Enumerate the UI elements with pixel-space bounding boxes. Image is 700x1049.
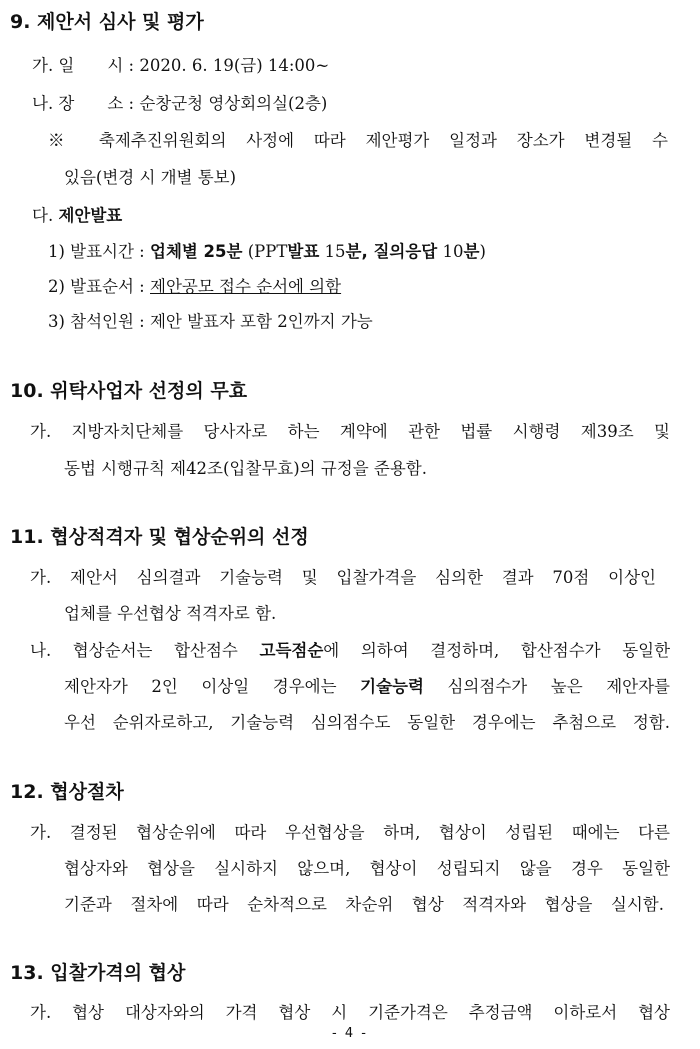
s12-ga-line2: 협상자와 협상을 실시하지 않으며, 협상이 성립되지 않을 경우 동일한	[64, 859, 670, 878]
s11-ga-line2: 업체를 우선협상 적격자로 함.	[64, 604, 277, 623]
s10-ga-line1: 가. 지방자치단체를 당사자로 하는 계약에 관한 법률 시행령 제39조 및	[30, 422, 670, 441]
section-10-title: 10. 위탁사업자 선정의 무효	[10, 380, 248, 402]
s9-item-da	[32, 202, 122, 226]
s11-na-line2-a: 제안자가 2인 이상일 경우에는	[64, 677, 361, 696]
s9-na-value: 순창군청 영상회의실(2층)	[139, 94, 328, 113]
s9-item1-mid2: 15	[319, 242, 346, 261]
section-13-title: 13. 입찰가격의 협상	[10, 962, 186, 984]
s9-ga-value: 2020. 6. 19(금) 14:00~	[139, 56, 330, 75]
s9-item1-prefix: 1) 발표시간 :	[48, 242, 150, 261]
s11-na-line1-b: 에 의하여 결정하며, 합산점수가 동일한	[323, 641, 671, 660]
section-11-title: 11. 협상적격자 및 협상순위의 선정	[10, 526, 309, 548]
s9-note-line2: 있음(변경 시 개별 통보)	[64, 168, 237, 187]
s9-ga-prefix: 가. 일 시 :	[32, 56, 140, 75]
s9-da-prefix: 다.	[32, 206, 59, 225]
s9-item1-end: 10	[437, 242, 464, 261]
s11-na-line2	[64, 673, 670, 697]
s11-na-line3: 우선 순위자로하고, 기술능력 심의점수도 동일한 경우에는 추첨으로 정함.	[64, 713, 670, 732]
s13-ga-line1: 가. 협상 대상자와의 가격 협상 시 기준가격은 추정금액 이하로서 협상	[30, 1003, 670, 1022]
s9-note-line1: ※ 축제추진위원회의 사정에 따라 제안평가 일정과 장소가 변경될 수	[48, 131, 668, 150]
s9-item-na	[32, 90, 327, 114]
s11-na-line2-bold: 기술능력	[360, 677, 424, 696]
s9-item1-mid: (PPT	[242, 242, 288, 261]
s9-item1-bold1: 업체별 25분	[150, 242, 243, 261]
s9-item1-bold3: 분, 질의응답	[345, 242, 438, 261]
s11-na-line2-b: 심의점수가 높은 제안자를	[423, 677, 670, 696]
s11-ga-line1: 가. 제안서 심의결과 기술능력 및 입찰가격을 심의한 결과 70점 이상인	[30, 568, 656, 587]
s12-ga-line3: 기준과 절차에 따라 순차적으로 차순위 협상 적격자와 협상을 실시함.	[64, 895, 664, 914]
s11-na-line1-a: 나. 협상순서는 합산점수	[30, 641, 260, 660]
s11-na-line1-bold: 고득점순	[259, 641, 324, 660]
section-12-title: 12. 협상절차	[10, 781, 124, 803]
s12-ga-line1: 가. 결정된 협상순위에 따라 우선협상을 하며, 협상이 성립된 때에는 다른	[30, 823, 670, 842]
s9-na-prefix: 나. 장 소 :	[32, 94, 140, 113]
s9-item1-close: )	[479, 242, 486, 261]
s9-item1-bold2: 발표	[287, 242, 320, 261]
s9-da-title: 제안발표	[58, 206, 123, 225]
s9-subitem-3: 3) 참석인원 : 제안 발표자 포함 2인까지 가능	[48, 312, 373, 331]
section-9-title: 9. 제안서 심사 및 평가	[10, 11, 204, 33]
s10-ga-line2: 동법 시행규칙 제42조(입찰무효)의 규정을 준용함.	[64, 459, 427, 478]
s9-item1-bold4: 분	[463, 242, 480, 261]
s9-item2-value: 제안공모 접수 순서에 의함	[150, 277, 342, 296]
s11-na-line1	[30, 637, 670, 661]
s9-subitem-2	[48, 273, 341, 297]
page-number: - 4 -	[332, 1026, 368, 1041]
s9-item2-prefix: 2) 발표순서 :	[48, 277, 150, 296]
s9-item-ga	[32, 52, 329, 76]
s9-subitem-1	[48, 238, 486, 262]
